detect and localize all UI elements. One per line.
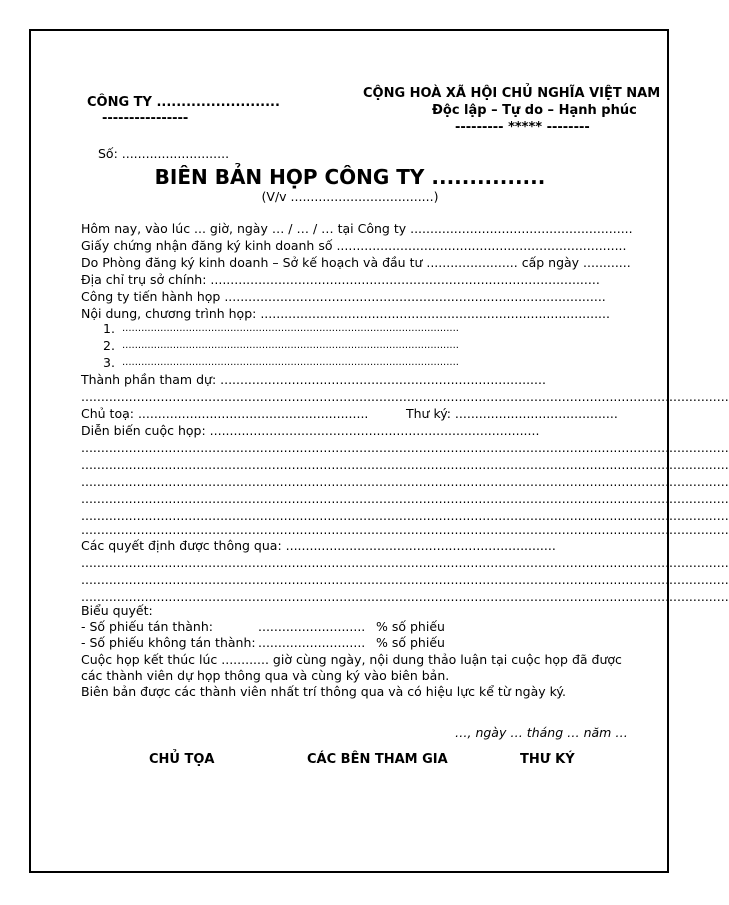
closing-line: các thành viên dự họp thông qua và cùng ký vào biên bản.: [81, 668, 450, 683]
closing-line: Cuộc họp kết thúc lúc ............ giờ cùng ngày, nội dung thảo luận tại cuộc họp đã được: [81, 652, 622, 667]
head-office-address-field: Địa chỉ trụ sở chính: ..................................................................................................: [81, 272, 600, 287]
motto-divider: --------- ***** --------: [455, 120, 590, 135]
agenda-item-number: 3.: [103, 355, 115, 370]
company-divider: ----------------: [102, 111, 189, 126]
dotted-line: ...................................................................................................................................................................: [81, 589, 729, 604]
approve-votes-label: - Số phiếu tán thành:: [81, 619, 213, 634]
parties-signature-label: CÁC BÊN THAM GIA: [307, 752, 448, 767]
document-number: Số: ...........................: [98, 146, 230, 161]
agenda-item-number: 2.: [103, 338, 115, 353]
page-title: BIÊN BẢN HỌP CÔNG TY ...............: [154, 165, 546, 189]
secretary-field: Thư ký: .........................................: [406, 406, 618, 421]
date-line: …, ngày … tháng … năm …: [455, 725, 628, 740]
agenda-item-dots: ..........................................................................................................: [122, 340, 459, 351]
company-name: CÔNG TY .........................: [87, 95, 280, 110]
chair-signature-label: CHỦ TỌA: [149, 752, 215, 767]
meeting-time-field: Hôm nay, vào lúc ... giờ, ngày … / … / … tại Công ty ........................................................: [81, 221, 633, 236]
closing-line: Biên bản được các thành viên nhất trí thông qua và có hiệu lực kể từ ngày ký.: [81, 684, 566, 699]
dotted-line: ...................................................................................................................................................................: [81, 572, 729, 587]
approve-votes-percent: % số phiếu: [376, 619, 445, 634]
company-meeting-field: Công ty tiến hành họp ................................................................................................: [81, 289, 606, 304]
national-motto: Độc lập – Tự do – Hạnh phúc: [432, 103, 637, 118]
approve-votes-dots: ...........................: [258, 619, 366, 634]
registration-office-field: Do Phòng đăng ký kinh doanh – Sở kế hoạch và đầu tư ....................... cấp ngày ............: [81, 255, 631, 270]
business-registration-field: Giấy chứng nhận đăng ký kinh doanh số .........................................................................: [81, 238, 627, 253]
agenda-item-dots: ..........................................................................................................: [122, 357, 459, 368]
dotted-line: ...................................................................................................................................................................: [81, 440, 729, 455]
country-name: CỘNG HOÀ XÃ HỘI CHỦ NGHĨA VIỆT NAM: [363, 86, 661, 101]
attendees-field: Thành phần tham dự: ..................................................................................: [81, 372, 546, 387]
subject-line: (V/v ....................................): [261, 189, 439, 204]
dotted-line: ...................................................................................................................................................................: [81, 522, 729, 537]
vote-label: Biểu quyết:: [81, 603, 153, 618]
chair-field: Chủ toạ: ..........................................................: [81, 406, 369, 421]
dotted-line: ...................................................................................................................................................................: [81, 474, 729, 489]
dotted-line: ...................................................................................................................................................................: [81, 457, 729, 472]
decisions-field: Các quyết định được thông qua: ....................................................................: [81, 538, 556, 553]
agenda-item-dots: ..........................................................................................................: [122, 323, 459, 334]
reject-votes-percent: % số phiếu: [376, 635, 445, 650]
dotted-line: ...................................................................................................................................................................: [81, 508, 729, 523]
dotted-line: ...................................................................................................................................................................: [81, 389, 729, 404]
agenda-field: Nội dung, chương trình họp: ........................................................................................: [81, 306, 610, 321]
dotted-line: ...................................................................................................................................................................: [81, 491, 729, 506]
reject-votes-label: - Số phiếu không tán thành:: [81, 635, 256, 650]
secretary-signature-label: THƯ KÝ: [520, 752, 575, 767]
proceedings-field: Diễn biến cuộc họp: ...................................................................................: [81, 423, 540, 438]
dotted-line: ...................................................................................................................................................................: [81, 555, 729, 570]
agenda-item-number: 1.: [103, 321, 115, 336]
reject-votes-dots: ...........................: [258, 635, 366, 650]
